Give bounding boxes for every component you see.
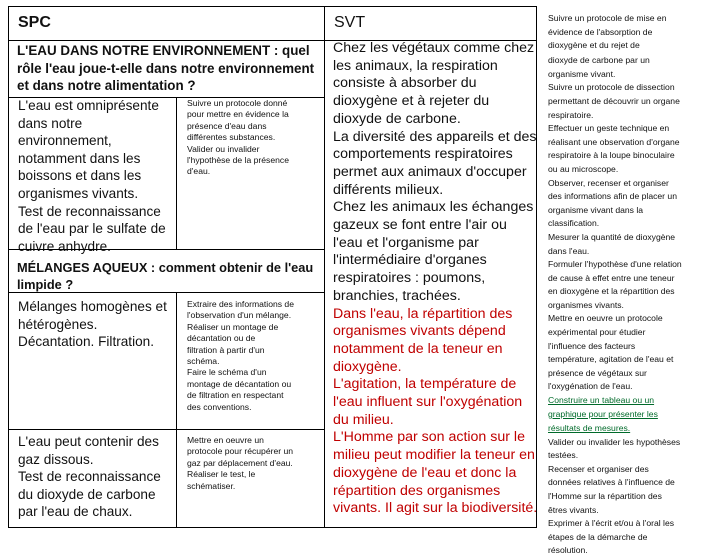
text-line: d'eau.	[187, 166, 211, 177]
text-line: de cause à effet entre une teneur	[548, 272, 675, 283]
skill-item-highlighted	[548, 394, 718, 433]
spc-row3-right	[176, 429, 325, 528]
text-line-red: du milieu.	[333, 411, 394, 428]
text-line: boissons et dans les	[18, 168, 142, 184]
text-line: schéma.	[187, 356, 220, 367]
spc-title: L'EAU DANS NOTRE ENVIRONNEMENT : quel rôle l'eau joue-t-elle dans notre environnement et dans notre alimentation ?	[17, 43, 315, 94]
svt-body-text	[333, 40, 537, 518]
text-line: données relatives à l'influence de	[548, 477, 675, 488]
text-line: Construire un tableau ou un	[548, 395, 655, 406]
text-line: réalisant une observation d'organe	[548, 136, 680, 147]
text-line-red: Dans l'eau, la répartition des	[333, 305, 513, 322]
svt-header: SVT	[334, 14, 366, 31]
text-line: dans l'eau.	[548, 245, 590, 256]
text-line: ou au microscope.	[548, 163, 619, 174]
text-line: présence de végétaux sur	[548, 367, 647, 378]
text-line: résultats de mesures.	[548, 422, 631, 433]
text-line: du dioxyde de carbone	[18, 486, 156, 502]
spc-row1-left	[8, 97, 177, 254]
text-line: gaz dissous.	[18, 451, 94, 467]
text-line: permet aux animaux d'occuper	[333, 163, 527, 180]
skill-item	[548, 312, 718, 392]
text-line: gazeux se font entre l'air ou	[333, 217, 507, 234]
text-line: de l'eau par le sulfate de	[18, 221, 166, 237]
spc-row2-left-text	[18, 298, 167, 351]
spc-row1-left-text	[18, 97, 166, 255]
text-line: gaz par déplacement d'eau.	[187, 457, 293, 468]
text-line: L'eau peut contenir des	[18, 434, 159, 449]
text-line: l'eau et l'organisme par	[333, 234, 479, 251]
text-line: Extraire des informations de	[187, 299, 294, 309]
text-line: Mettre en oeuvre un	[187, 435, 264, 445]
text-line-red: répartition des organismes	[333, 482, 501, 499]
spc-title-cell	[8, 40, 325, 98]
text-line: Test de reconnaissance	[18, 203, 161, 219]
text-line: pour mettre en évidence la	[187, 109, 289, 120]
text-line: comportements respiratoires	[333, 146, 513, 163]
skill-item	[548, 122, 718, 175]
spc-header: SPC	[18, 14, 51, 31]
text-line: organismes vivants.	[548, 299, 624, 310]
text-line: organismes vivants.	[18, 185, 139, 201]
text-line: Suivre un protocole de mise en	[548, 13, 667, 23]
text-line: Valider ou invalider les hypothèses	[548, 436, 681, 447]
spc-header-cell	[8, 6, 325, 41]
text-line: l'observation d'un mélange.	[187, 310, 292, 321]
text-line: dioxygène et du rejet de	[548, 40, 640, 51]
spc-subtitle: MÉLANGES AQUEUX : comment obtenir de l'eau limpide ?	[17, 260, 314, 292]
text-line: testées.	[548, 450, 579, 461]
text-line: environnement,	[18, 133, 112, 149]
text-line: Formuler l'hypothèse d'une relation	[548, 259, 682, 270]
text-line: graphique pour présenter les	[548, 409, 658, 420]
text-line: montage de décantation ou	[187, 378, 292, 389]
text-line: branchies, trachées.	[333, 287, 461, 304]
text-line-red: dioxygène de l'eau et donc la	[333, 464, 517, 481]
text-line: Réaliser le test, le	[187, 469, 256, 480]
text-line: dioxyde de carbone par un	[548, 55, 650, 66]
text-line: en dioxygène et la répartition des	[548, 286, 675, 297]
text-line: l'Homme sur la répartition des	[548, 491, 662, 501]
text-line-red: l'eau influent sur l'oxygénation	[333, 394, 523, 411]
text-line: Suivre un protocole donné	[187, 98, 288, 108]
text-line: respiratoire.	[548, 109, 594, 120]
text-line-red: L'agitation, la température de	[333, 376, 517, 393]
text-line: hétérogènes.	[18, 316, 98, 332]
text-line: classification.	[548, 218, 600, 229]
text-line: filtration à partir d'un	[187, 344, 265, 355]
text-line-red: organismes vivants dépend	[333, 323, 506, 340]
text-line: dioxygène et à rejeter du	[333, 93, 490, 110]
text-line: l'hypothèse de la présence	[187, 155, 289, 166]
text-line: de filtration en respectant	[187, 390, 284, 401]
spc-row2-right-text	[187, 299, 294, 413]
text-line: organisme vivant.	[548, 68, 616, 79]
skill-item	[548, 81, 718, 120]
text-line-red: vivants. Il agit sur la biodiversité.	[333, 500, 538, 517]
skill-item	[548, 517, 718, 556]
text-line: l'oxygénation de l'eau.	[548, 381, 633, 392]
text-line: les animaux, la respiration	[333, 57, 498, 74]
text-line: Réaliser un montage de	[187, 321, 279, 332]
text-line: résolution.	[548, 545, 588, 556]
text-line: L'eau est omniprésente	[18, 98, 159, 113]
svt-header-cell	[324, 6, 537, 41]
text-line: schématiser.	[187, 480, 236, 491]
spc-row1-right-text	[187, 98, 289, 178]
text-line: Suivre un protocole de dissection	[548, 82, 675, 93]
text-line: permettant de découvrir un organe	[548, 95, 680, 106]
skill-item	[548, 12, 718, 51]
text-line-red: dioxygène.	[333, 358, 402, 375]
spc-row3-right-text	[187, 435, 293, 492]
text-line: décantation ou de	[187, 333, 256, 344]
svt-skills-column	[548, 12, 718, 558]
text-line: êtres vivants.	[548, 504, 599, 515]
text-line: Recenser et organiser des	[548, 463, 649, 474]
text-line: par l'eau de chaux.	[18, 504, 133, 520]
text-line: cuivre anhydre.	[18, 238, 111, 254]
text-line: Test de reconnaissance	[18, 469, 161, 485]
text-line: respiratoire à la loupe binoculaire	[548, 150, 675, 161]
spc-row2-left	[8, 292, 177, 430]
text-line: dans notre	[18, 115, 83, 131]
skill-item	[548, 54, 718, 80]
text-line: évidence de l'absorption de	[548, 26, 653, 37]
skill-item	[548, 436, 718, 462]
text-line: Chez les végétaux comme chez	[333, 40, 535, 56]
text-line: Valider ou invalider	[187, 143, 260, 154]
text-line: notamment dans les	[18, 150, 141, 166]
text-line: expérimental pour étudier	[548, 327, 646, 338]
text-line: Effectuer un geste technique en	[548, 123, 670, 134]
text-line: Mesurer la quantité de dioxygène	[548, 231, 676, 242]
text-line: température, agitation de l'eau et	[548, 354, 674, 365]
skill-item	[548, 463, 718, 516]
text-line: des conventions.	[187, 401, 252, 412]
text-line: Décantation. Filtration.	[18, 334, 155, 350]
text-line: Mélanges homogènes et	[18, 299, 167, 314]
text-line: Observer, recenser et organiser	[548, 177, 669, 188]
skill-item	[548, 231, 718, 257]
text-line: respiratoires : poumons,	[333, 270, 486, 287]
text-line: La diversité des appareils et des	[333, 128, 537, 145]
text-line-red: L'Homme par son action sur le	[333, 429, 525, 446]
spc-row1-right	[176, 97, 325, 250]
text-line: dioxyde de carbone.	[333, 110, 461, 127]
text-line-red: milieu peut modifier la teneur en	[333, 447, 535, 464]
spc-row2-right	[176, 292, 325, 430]
text-line: différentes substances.	[187, 132, 276, 143]
text-line: l'influence des facteurs	[548, 340, 636, 351]
text-line: consiste à absorber du	[333, 75, 477, 92]
text-line: protocole pour récupérer un	[187, 446, 294, 457]
text-line: Mettre en oeuvre un protocole	[548, 313, 663, 324]
text-line: différents milieux.	[333, 181, 444, 198]
text-line-red: notamment de la teneur en	[333, 340, 503, 357]
text-line: étapes de la démarche de	[548, 531, 648, 542]
spc-subtitle-cell	[8, 249, 325, 293]
text-line: l'intermédiaire d'organes	[333, 252, 487, 269]
text-line: organisme vivant dans la	[548, 204, 644, 215]
spc-row3-left-text	[18, 433, 161, 521]
svt-body-cell	[324, 40, 537, 528]
text-line: Chez les animaux les échanges	[333, 199, 534, 216]
text-line: présence d'eau dans	[187, 120, 267, 131]
text-line: Faire le schéma d'un	[187, 367, 267, 378]
text-line: Exprimer à l'écrit et/ou à l'oral les	[548, 518, 675, 529]
skill-item	[548, 177, 718, 230]
skill-item	[548, 258, 718, 311]
text-line: des informations afin de placer un	[548, 191, 677, 202]
spc-row3-left	[8, 429, 177, 528]
